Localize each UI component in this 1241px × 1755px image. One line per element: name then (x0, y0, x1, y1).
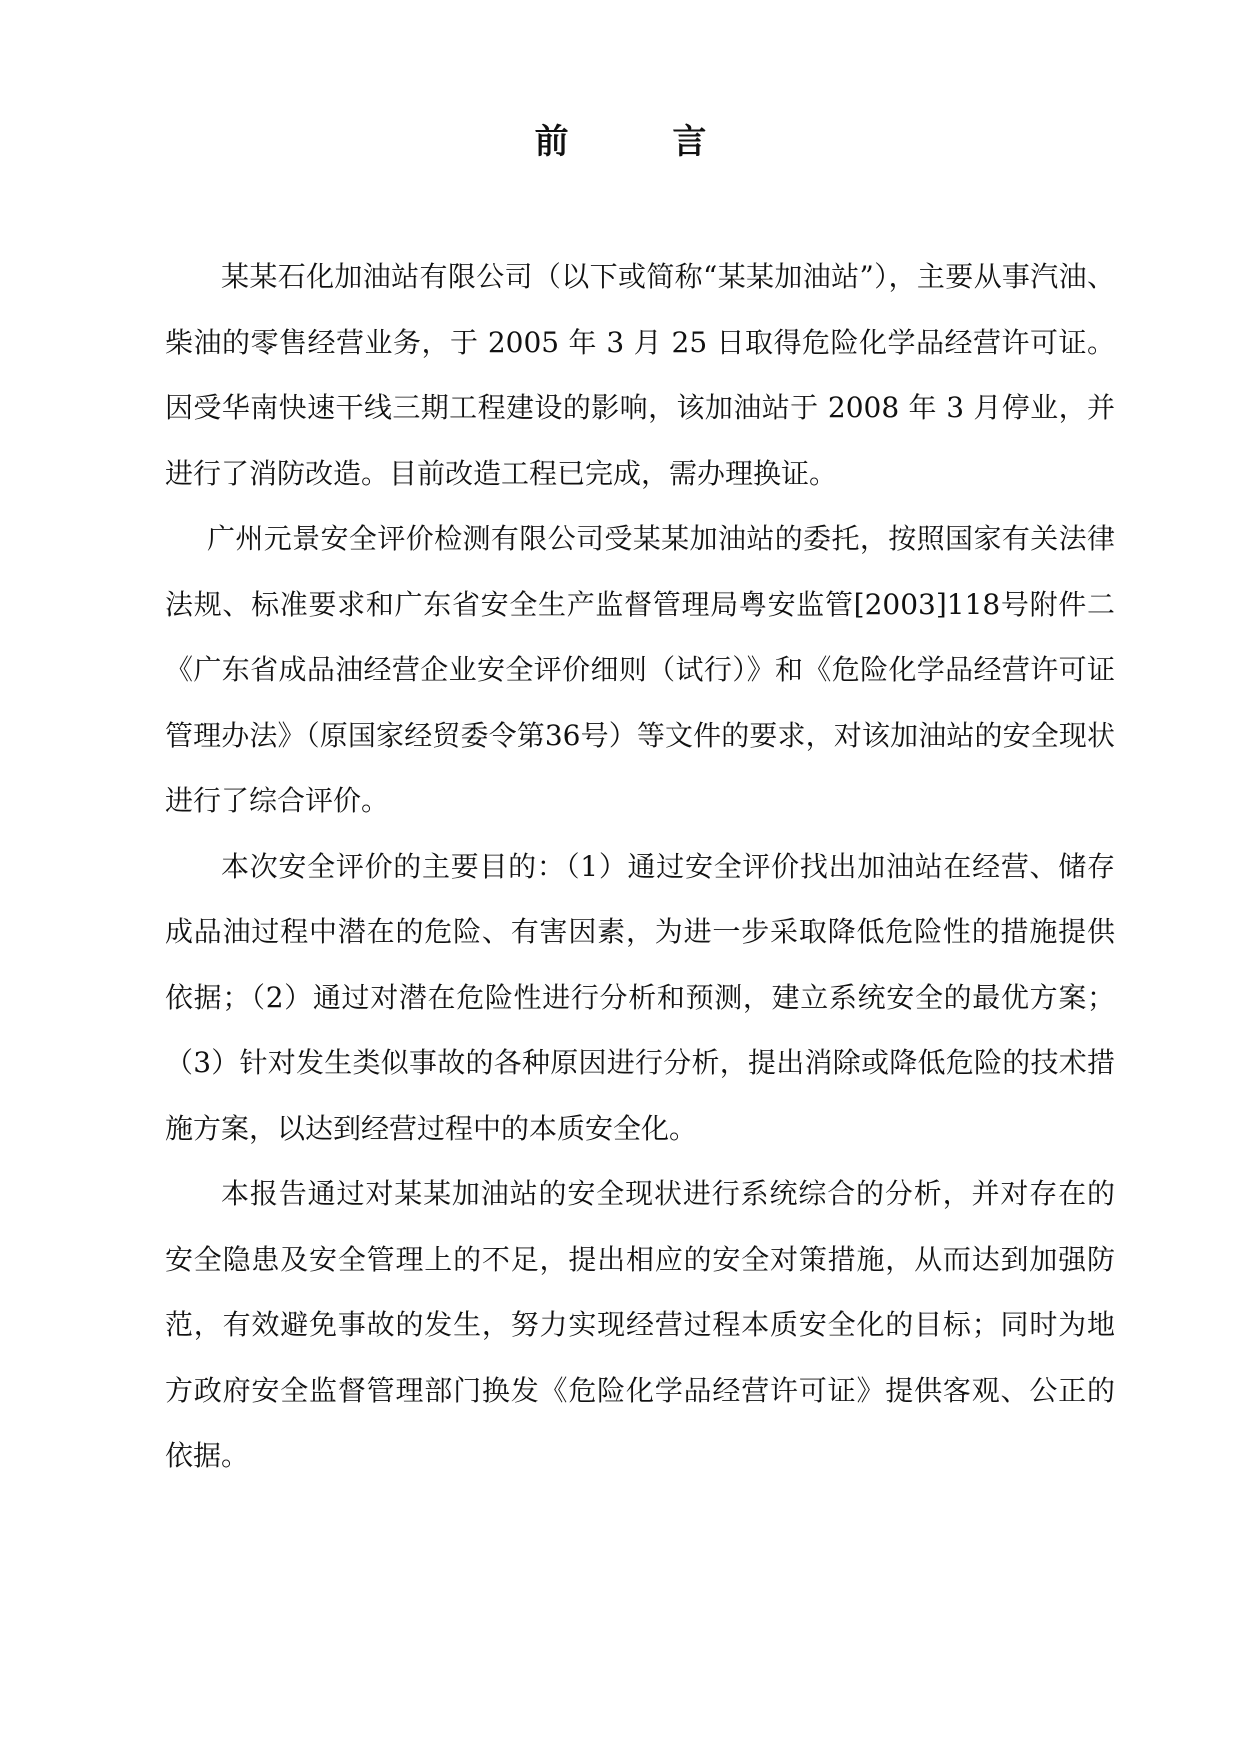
document-body (165, 244, 1115, 1489)
paragraph-report: 本报告通过对某某加油站的安全现状进行系统综合的分析，并对存在的安全隐患及安全管理上的不足，提出相应的安全对策措施，从而达到加强防范，有效避免事故的发生，努力实现经营过程本质安全化的目标；同时为地方政府安全监督管理部门换发《危险化学品经营许可证》提供客观、公正的依据。 (165, 1177, 1115, 1472)
page-title: 前 言 (534, 122, 753, 162)
paragraph-evaluator: 广州元景安全评价检测有限公司受某某加油站的委托，按照国家有关法律法规、标准要求和广东省安全生产监督管理局粤安监管[2003]118号附件二《广东省成品油经营企业安全评价细则（试行）》和《危险化学品经营许可证管理办法》（原国家经贸委令第36号）等文件的要求，对该加油站的安全现状进行了综合评价。 (165, 522, 1115, 817)
paragraph-intro: 某某石化加油站有限公司（以下或简称“某某加油站”），主要从事汽油、柴油的零售经营业务，于 2005 年 3 月 25 日取得危险化学品经营许可证。因受华南快速干线三期工程建设的影响，该加油站于 2008 年 3 月停业，并进行了消防改造。目前改造工程已完成，需办理换证。 (165, 260, 1115, 490)
paragraph-purpose: 本次安全评价的主要目的：（1）通过安全评价找出加油站在经营、储存成品油过程中潜在的危险、有害因素，为进一步采取降低危险性的措施提供依据；（2）通过对潜在危险性进行分析和预测，建立系统安全的最优方案；（3）针对发生类似事故的各种原因进行分析，提出消除或降低危险的技术措施方案，以达到经营过程中的本质安全化。 (165, 849, 1115, 1145)
